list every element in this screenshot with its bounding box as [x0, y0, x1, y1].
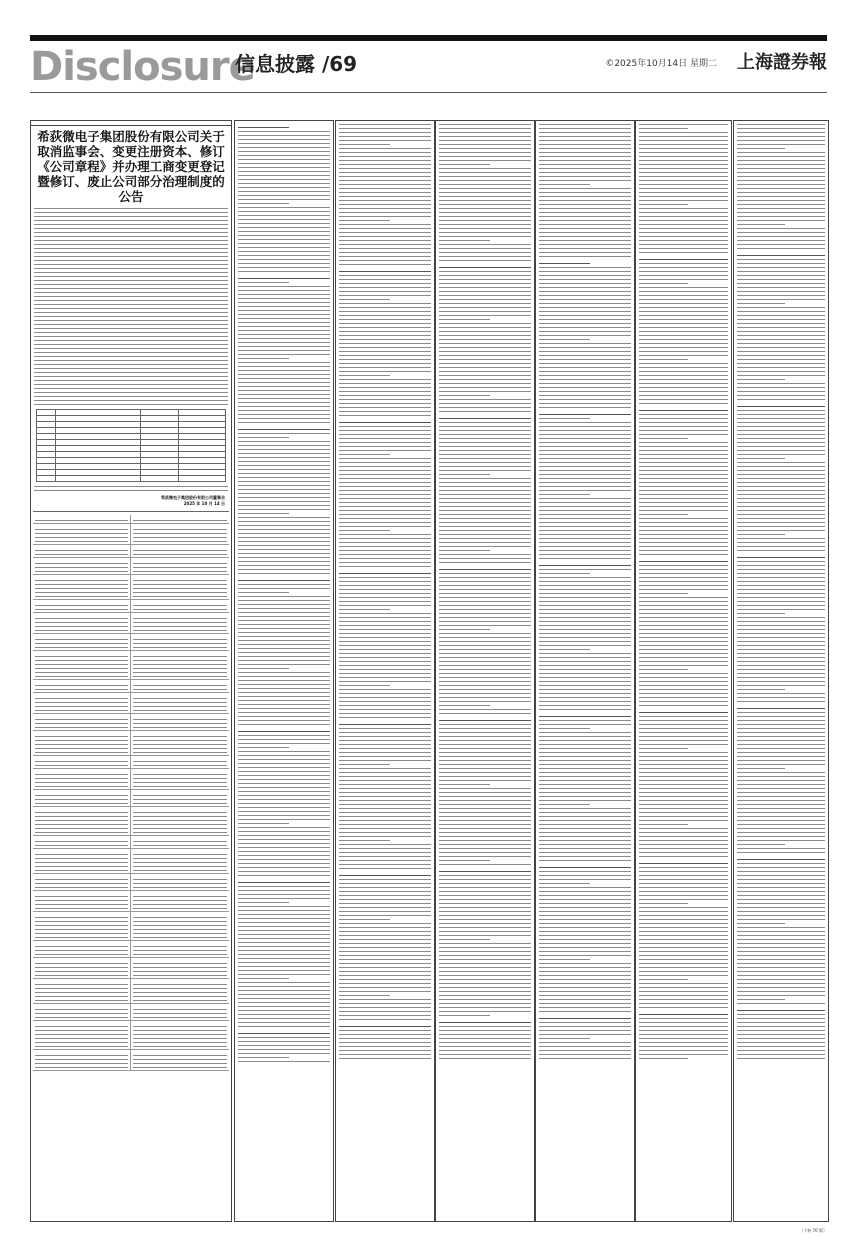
- column-2: [234, 120, 334, 1222]
- column-7: [733, 120, 829, 1222]
- column-5-text: [539, 124, 631, 1059]
- newspaper-page: [30, 120, 827, 1220]
- governance-rules-table: [36, 409, 226, 482]
- column-1: [30, 120, 232, 1222]
- column-5: [535, 120, 635, 1222]
- column-6-text: [639, 124, 728, 1059]
- masthead-bottom-rule: [30, 92, 827, 93]
- articles-amendment-comparison: [33, 511, 229, 1071]
- signoff-company: 希荻微电子集团股份有限公司董事会: [161, 495, 225, 500]
- section-title: 信息披露 /69: [235, 52, 358, 76]
- announcement-signoff: [37, 495, 225, 507]
- column-3-text: [339, 124, 431, 1059]
- continued-on-page-70: （下转 70 版）: [799, 1228, 827, 1233]
- column-6: [635, 120, 732, 1222]
- issue-date: ©2025年10月14日 星期二: [605, 59, 717, 69]
- column-7-text: [737, 124, 825, 1059]
- announcement-title: 希荻微电子集团股份有限公司关于取消监事会、变更注册资本、修订《公司章程》并办理工商变更登记暨修订、废止公司部分治理制度的公告: [37, 129, 225, 204]
- masthead: [30, 46, 827, 88]
- announcement-header-bar: [31, 121, 231, 126]
- announcement-body-text: [34, 208, 228, 405]
- brand-title: Disclosure: [30, 44, 255, 90]
- column-4: [435, 120, 535, 1222]
- column-4-text: [439, 124, 531, 1059]
- column-3: [335, 120, 435, 1222]
- signoff-date: 2025 年 10 月 14 日: [183, 501, 225, 506]
- newspaper-logo: 上海證券報: [737, 52, 827, 73]
- column-2-text: [238, 127, 330, 1062]
- masthead-top-rule: [30, 35, 827, 41]
